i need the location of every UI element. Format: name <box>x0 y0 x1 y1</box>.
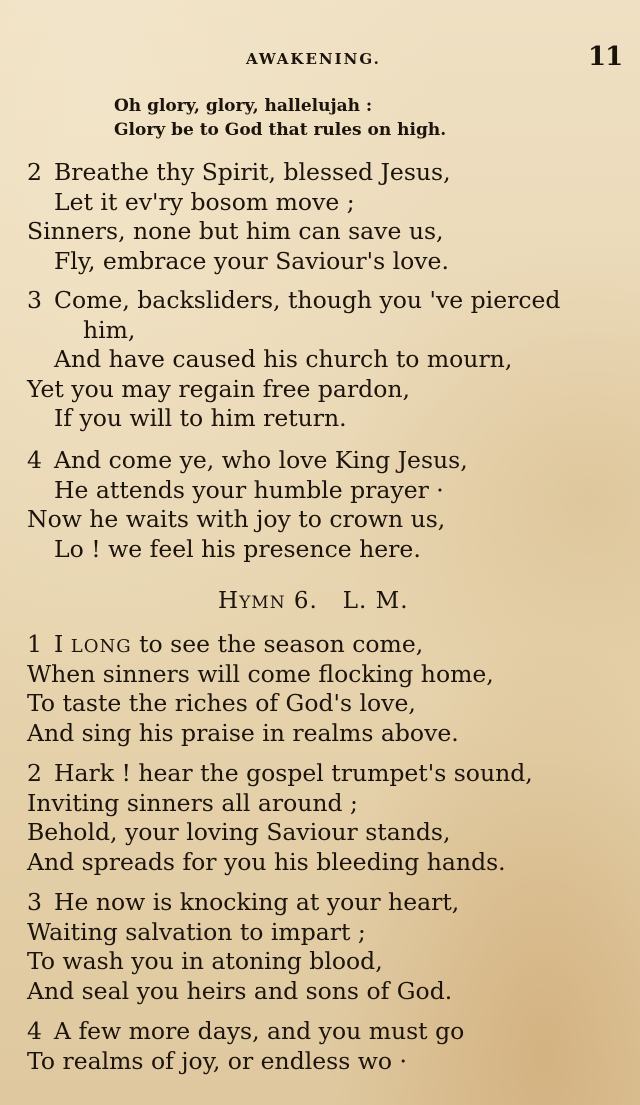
stanza-4 <box>27 446 627 564</box>
verse-line: Come, backsliders, though you 've pierced <box>54 286 561 314</box>
stanza-number: 4 <box>27 1017 42 1045</box>
verse-line-continuation: him, <box>83 315 136 344</box>
stanza-number: 3 <box>27 286 42 314</box>
hymn6-stanza-4 <box>27 1017 627 1076</box>
stanza-number: 2 <box>27 759 42 787</box>
verse-line: Yet you may regain free pardon, <box>27 374 410 403</box>
page-number: 11 <box>588 42 623 72</box>
verse-line: to see the season come, <box>131 630 424 658</box>
verse-line: Inviting sinners all around ; <box>27 788 358 817</box>
verse-line: And seal you heirs and sons of God. <box>27 976 453 1005</box>
verse-line: Breathe thy Spirit, blessed Jesus, <box>54 158 451 186</box>
verse-line: He attends your humble prayer · <box>54 475 444 504</box>
verse-line: A few more days, and you must go <box>54 1017 465 1045</box>
verse-line: He now is knocking at your heart, <box>54 888 460 916</box>
stanza-3 <box>27 286 627 434</box>
verse-line: To wash you in atoning blood, <box>27 947 383 975</box>
refrain-line: Oh glory, glory, hallelujah : <box>114 96 373 116</box>
stanza-2 <box>27 158 627 276</box>
verse-line: Sinners, none but him can save us, <box>27 217 444 245</box>
refrain <box>114 94 446 142</box>
verse-line: Fly, embrace your Saviour's love. <box>54 246 449 275</box>
hymn-meter: L. M. <box>342 588 409 614</box>
verse-line: Now he waits with joy to crown us, <box>27 505 446 533</box>
verse-line: And spreads for you his bleeding hands. <box>27 847 506 876</box>
verse-line: When sinners will come flocking home, <box>27 659 494 688</box>
verse-line: Behold, your loving Saviour stands, <box>27 818 451 846</box>
verse-line: And sing his praise in realms above. <box>27 718 459 747</box>
verse-line: Let it ev'ry bosom move ; <box>54 187 355 216</box>
verse-line: And have caused his church to mourn, <box>54 345 513 373</box>
verse-line: Lo ! we feel his presence here. <box>54 534 421 563</box>
refrain-line: Glory be to God that rules on high. <box>114 120 447 140</box>
stanza-number: 2 <box>27 158 42 186</box>
stanza-number: 4 <box>27 446 42 474</box>
verse-line: If you will to him return. <box>54 404 347 432</box>
verse-line: And come ye, who love King Jesus, <box>54 446 468 474</box>
hymn6-stanza-2 <box>27 759 627 877</box>
hymn6-stanza-1: 1 I LONG to see the season come, When sinners will come flocking home, To taste the riches of God's love, And sing his praise in realms above. <box>27 630 627 748</box>
running-header: AWAKENING. <box>246 50 381 68</box>
verse-line: Hark ! hear the gospel trumpet's sound, <box>54 759 533 787</box>
hymn-number: 6. <box>293 588 318 614</box>
verse-line: To taste the riches of God's love, <box>27 689 416 717</box>
stanza-number: 1 <box>27 630 42 658</box>
hymn-heading: HYMN 6. L. M. <box>218 588 409 614</box>
verse-line: To realms of joy, or endless wo · <box>27 1046 407 1075</box>
stanza-number: 3 <box>27 888 42 916</box>
verse-line: Waiting salvation to impart ; <box>27 917 366 946</box>
hymn6-stanza-3 <box>27 888 627 1006</box>
